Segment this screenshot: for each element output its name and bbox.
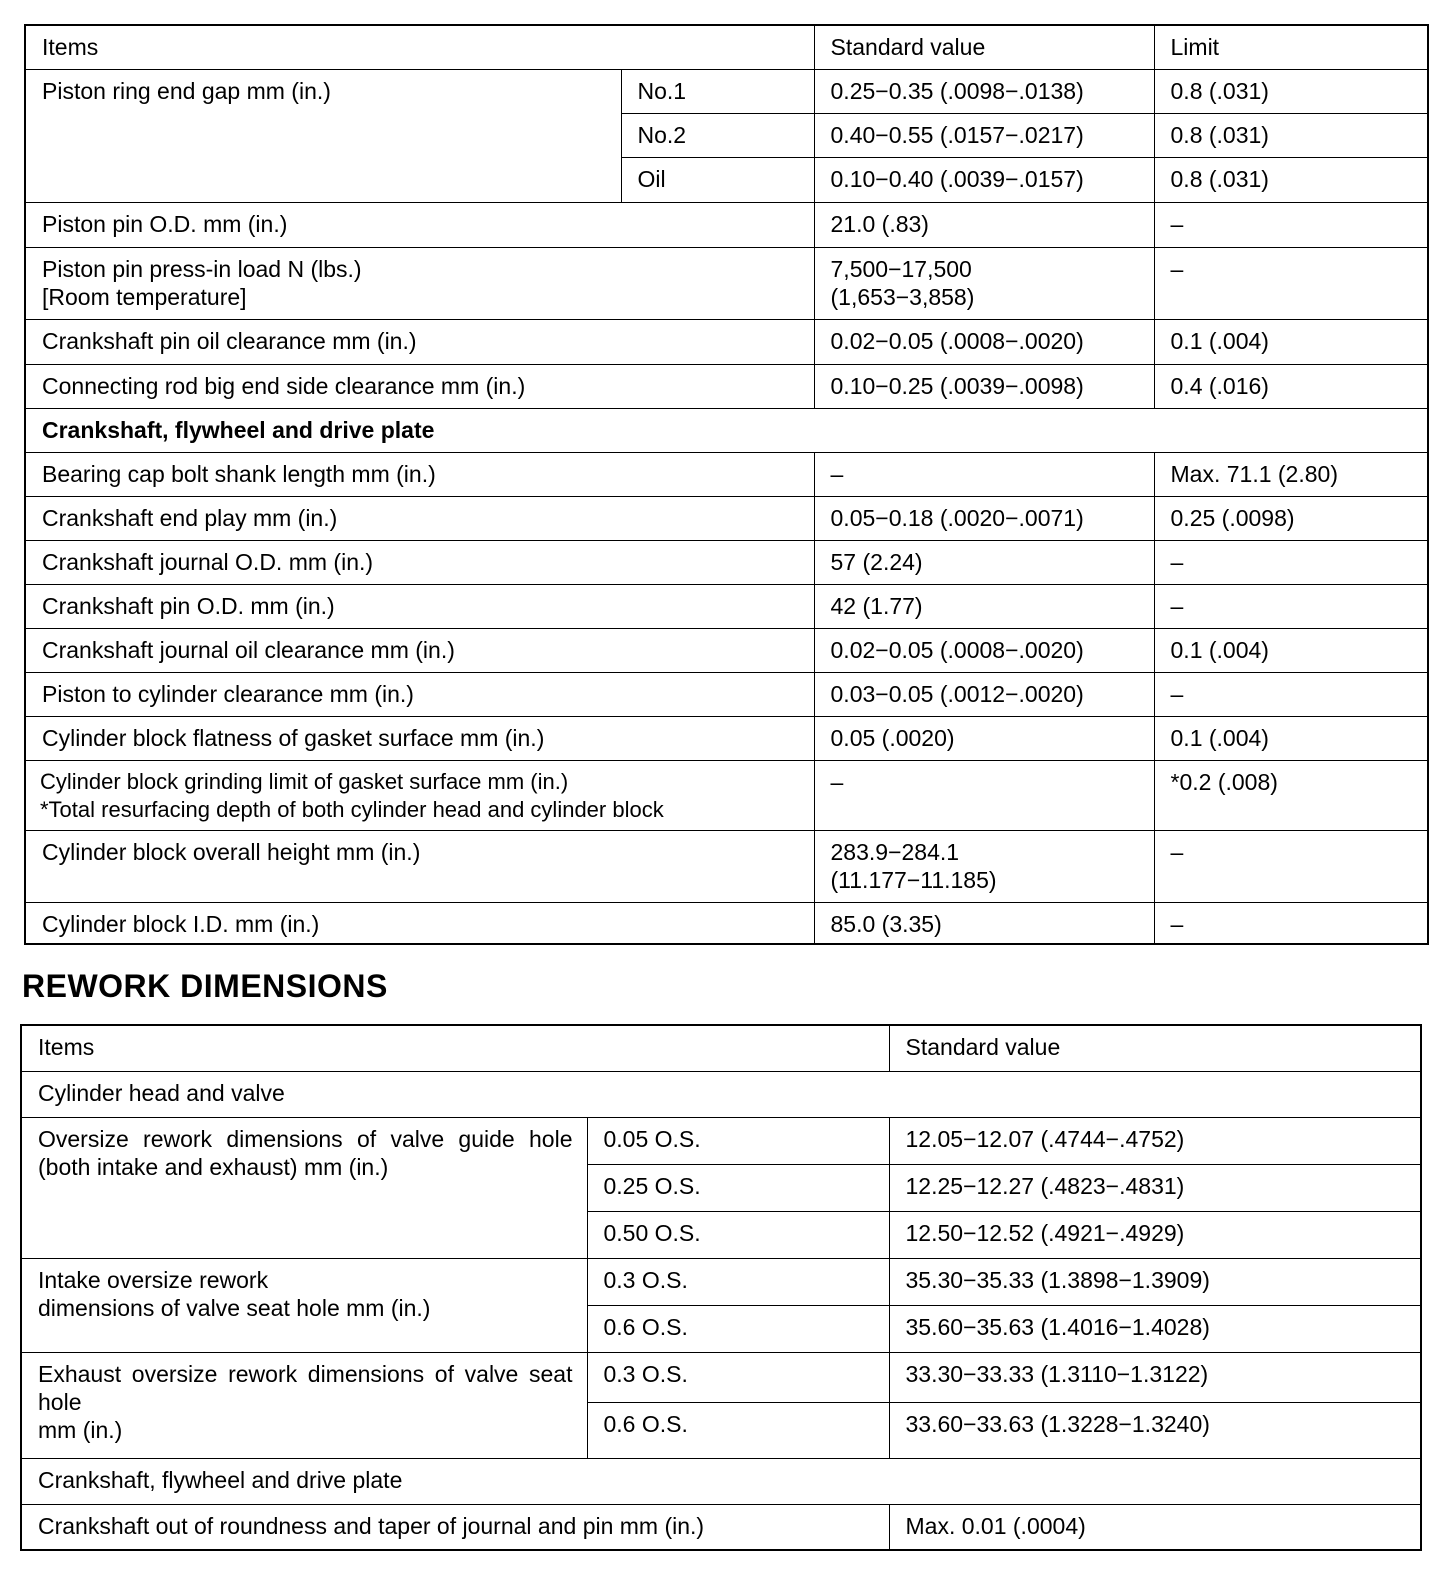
table-row [25, 69, 1428, 113]
standard-value: 42 (1.77) [814, 584, 1154, 628]
standard-value: Max. 0.01 (.0004) [889, 1504, 1421, 1550]
rework-dimensions-title: REWORK DIMENSIONS [22, 968, 388, 1004]
oversize-sub-item: 0.3 O.S. [587, 1258, 889, 1305]
limit-value: – [1154, 672, 1428, 716]
item-label: Cylinder block grinding limit of gasket surface mm (in.) *Total resurfacing depth of both cylinder head and cylinder block [25, 760, 814, 830]
limit-value: Max. 71.1 (2.80) [1154, 452, 1428, 496]
limit-value: 0.1 (.004) [1154, 319, 1428, 364]
table-row [25, 319, 1428, 364]
table-header-row [21, 1025, 1421, 1071]
standard-value: 33.60−33.63 (1.3228−1.3240) [889, 1402, 1421, 1458]
item-label: Crankshaft journal O.D. mm (in.) [25, 540, 814, 584]
limit-value: 0.1 (.004) [1154, 716, 1428, 760]
item-label: Cylinder block overall height mm (in.) [25, 830, 814, 902]
standard-value: 283.9−284.1 (11.177−11.185) [814, 830, 1154, 902]
standard-value: 12.05−12.07 (.4744−.4752) [889, 1117, 1421, 1164]
oversize-sub-item: 0.3 O.S. [587, 1352, 889, 1402]
table-row [25, 760, 1428, 830]
standard-value: 85.0 (3.35) [814, 902, 1154, 944]
section-title-crankshaft: Crankshaft, flywheel and drive plate [25, 408, 1428, 452]
item-label: Connecting rod big end side clearance mm (in.) [25, 364, 814, 408]
table-row [25, 202, 1428, 247]
oversize-sub-item: 0.05 O.S. [587, 1117, 889, 1164]
standard-value: 0.10−0.25 (.0039−.0098) [814, 364, 1154, 408]
standard-value: 0.40−0.55 (.0157−.0217) [814, 113, 1154, 157]
item-label: Crankshaft out of roundness and taper of journal and pin mm (in.) [21, 1504, 889, 1550]
standard-value: – [814, 760, 1154, 830]
item-label: Crankshaft pin oil clearance mm (in.) [25, 319, 814, 364]
standard-value: 35.60−35.63 (1.4016−1.4028) [889, 1305, 1421, 1352]
section-row [21, 1071, 1421, 1117]
standard-value: 12.50−12.52 (.4921−.4929) [889, 1211, 1421, 1258]
item-label: Piston to cylinder clearance mm (in.) [25, 672, 814, 716]
section-title-crankshaft: Crankshaft, flywheel and drive plate [21, 1458, 1421, 1504]
valve-guide-label: Oversize rework dimensions of valve guide hole (both intake and exhaust) mm (in.) [21, 1117, 587, 1258]
table-row [25, 247, 1428, 319]
item-label: Crankshaft journal oil clearance mm (in.) [25, 628, 814, 672]
table-row [25, 902, 1428, 944]
item-label: Piston pin press-in load N (lbs.) [Room temperature] [25, 247, 814, 319]
standard-value: 0.03−0.05 (.0012−.0020) [814, 672, 1154, 716]
table-row [25, 452, 1428, 496]
limit-value: – [1154, 902, 1428, 944]
header-standard-value: Standard value [814, 25, 1154, 69]
standard-value: 0.10−0.40 (.0039−.0157) [814, 157, 1154, 202]
limit-value: – [1154, 202, 1428, 247]
table-row [21, 1352, 1421, 1402]
table-row [25, 584, 1428, 628]
table-row [25, 540, 1428, 584]
limit-value: 0.25 (.0098) [1154, 496, 1428, 540]
header-items: Items [25, 25, 814, 69]
exhaust-seat-label: Exhaust oversize rework dimensions of valve seat hole mm (in.) [21, 1352, 587, 1458]
limit-value: – [1154, 540, 1428, 584]
limit-value: 0.8 (.031) [1154, 113, 1428, 157]
ring-sub-item: No.1 [621, 69, 814, 113]
section-row [21, 1458, 1421, 1504]
standard-value: 0.05−0.18 (.0020−.0071) [814, 496, 1154, 540]
limit-value: – [1154, 584, 1428, 628]
header-limit: Limit [1154, 25, 1428, 69]
limit-value: – [1154, 247, 1428, 319]
table-row [25, 364, 1428, 408]
standard-value: 0.25−0.35 (.0098−.0138) [814, 69, 1154, 113]
standard-value: 0.05 (.0020) [814, 716, 1154, 760]
table-row [25, 496, 1428, 540]
limit-value: 0.4 (.016) [1154, 364, 1428, 408]
standard-value: 0.02−0.05 (.0008−.0020) [814, 319, 1154, 364]
standard-value: 35.30−35.33 (1.3898−1.3909) [889, 1258, 1421, 1305]
table-row [25, 830, 1428, 902]
oversize-sub-item: 0.6 O.S. [587, 1305, 889, 1352]
limit-value: 0.8 (.031) [1154, 69, 1428, 113]
section-row [25, 408, 1428, 452]
standard-value: 7,500−17,500 (1,653−3,858) [814, 247, 1154, 319]
limit-value: 0.8 (.031) [1154, 157, 1428, 202]
item-label: Crankshaft pin O.D. mm (in.) [25, 584, 814, 628]
table-row [21, 1258, 1421, 1305]
oversize-sub-item: 0.25 O.S. [587, 1164, 889, 1211]
item-label: Piston pin O.D. mm (in.) [25, 202, 814, 247]
piston-ring-end-gap-label: Piston ring end gap mm (in.) [25, 69, 621, 202]
table-row [25, 716, 1428, 760]
header-items: Items [21, 1025, 889, 1071]
rework-dimensions-table [20, 1024, 1422, 1551]
table-row [25, 672, 1428, 716]
table-row [21, 1117, 1421, 1164]
item-label: Cylinder block I.D. mm (in.) [25, 902, 814, 944]
standard-value: 21.0 (.83) [814, 202, 1154, 247]
ring-sub-item: No.2 [621, 113, 814, 157]
table-row [25, 628, 1428, 672]
table-header-row [25, 25, 1428, 69]
item-label: Cylinder block flatness of gasket surface mm (in.) [25, 716, 814, 760]
section-title-cylinder-head: Cylinder head and valve [21, 1071, 1421, 1117]
limit-value: 0.1 (.004) [1154, 628, 1428, 672]
item-label: Bearing cap bolt shank length mm (in.) [25, 452, 814, 496]
oversize-sub-item: 0.6 O.S. [587, 1402, 889, 1458]
limit-value: *0.2 (.008) [1154, 760, 1428, 830]
item-label: Crankshaft end play mm (in.) [25, 496, 814, 540]
table-row [21, 1504, 1421, 1550]
standard-value: 33.30−33.33 (1.3110−1.3122) [889, 1352, 1421, 1402]
standard-value: – [814, 452, 1154, 496]
oversize-sub-item: 0.50 O.S. [587, 1211, 889, 1258]
standard-value: 57 (2.24) [814, 540, 1154, 584]
intake-seat-label: Intake oversize rework dimensions of valve seat hole mm (in.) [21, 1258, 587, 1352]
standard-value: 12.25−12.27 (.4823−.4831) [889, 1164, 1421, 1211]
specifications-table [24, 24, 1429, 945]
limit-value: – [1154, 830, 1428, 902]
ring-sub-item: Oil [621, 157, 814, 202]
header-standard-value: Standard value [889, 1025, 1421, 1071]
standard-value: 0.02−0.05 (.0008−.0020) [814, 628, 1154, 672]
